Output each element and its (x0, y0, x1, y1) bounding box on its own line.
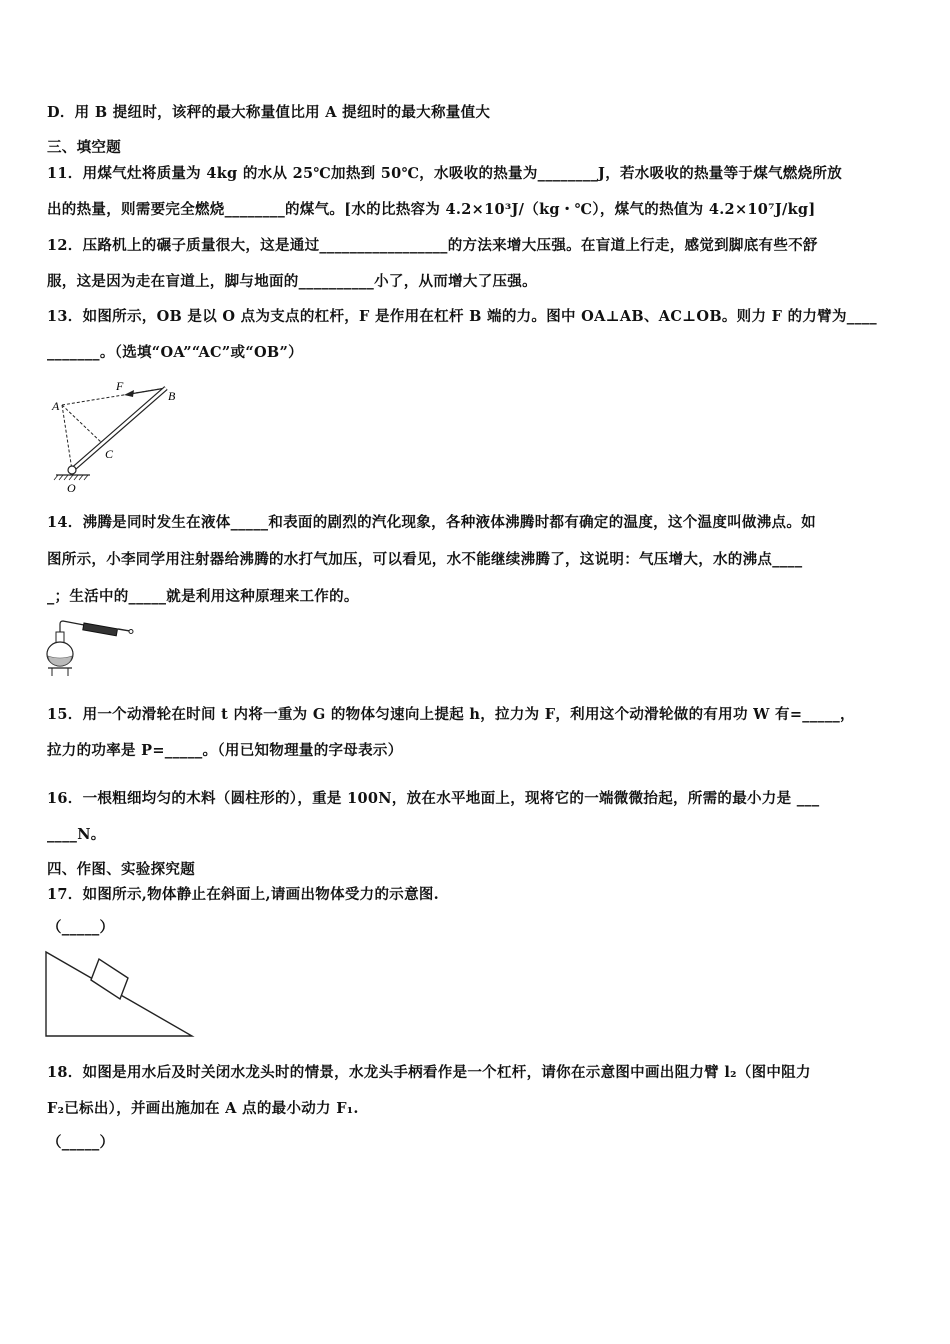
q17-answer-blank: （_____） (47, 919, 115, 936)
q17-line1: 17．如图所示,物体静止在斜面上,请画出物体受力的示意图. (47, 886, 440, 903)
label-b: B (168, 389, 176, 403)
q16-line1: 16．一根粗细均匀的木料（圆柱形的），重是 100N，放在水平地面上，现将它的一端微微抬起，所需的最小力是 ___ (47, 790, 820, 807)
q13-line1: 13．如图所示，OB 是以 O 点为支点的杠杆，F 是作用在杠杆 B 端的力。图中 OA⊥AB、AC⊥OB。则力 F 的力臂为____ (47, 308, 877, 325)
q18-line2: F₂已标出），并画出施加在 A 点的最小动力 F₁. (47, 1100, 359, 1117)
section-fill-in-heading: 三、填空题 (47, 139, 121, 156)
line-oa-dashed (62, 405, 72, 470)
line-d-option: D．用 B 提纽时，该秤的最大称量值比用 A 提纽时的最大称量值大 (47, 104, 491, 121)
q12-line1: 12．压路机上的碾子质量很大，这是通过_________________的方法来增大压强。在盲道上行走，感觉到脚底有些不舒 (47, 237, 818, 254)
label-c: C (105, 447, 114, 461)
boiling-syringe-figure (44, 618, 134, 678)
syringe-plunger (118, 629, 130, 631)
q11-line1: 11．用煤气灶将质量为 4kg 的水从 25℃加热到 50℃，水吸收的热量为________J，若水吸收的热量等于煤气燃烧所放 (47, 165, 843, 182)
force-arrow-head (124, 390, 134, 397)
q11-line2: 出的热量，则需要完全燃烧________的煤气。[水的比热容为 4.2×10³J/（kg・℃），煤气的热值为 4.2×10⁷J/kg] (47, 201, 816, 218)
lever-rod-inner (72, 388, 166, 470)
section-drawing-heading: 四、作图、实验探究题 (47, 861, 195, 878)
q15-line1: 15．用一个动滑轮在时间 t 内将一重为 G 的物体匀速向上提起 h，拉力为 F，利用这个动滑轮做的有用功 W 有=_____， (47, 706, 855, 723)
q15-line2: 拉力的功率是 P=_____。（用已知物理量的字母表示） (47, 742, 403, 759)
label-o: O (67, 481, 76, 495)
label-f: F (116, 379, 124, 393)
lever-figure (48, 378, 188, 498)
syringe-plunger-end (129, 630, 133, 634)
pivot-o (68, 466, 76, 474)
q18-line1: 18．如图是用水后及时关闭水龙头时的情景，水龙头手柄看作是一个杠杆，请你在示意图中画出阻力臂 l₂（图中阻力 (47, 1064, 811, 1081)
q13-line2: _______。（选填“OA”“AC”或“OB”） (47, 344, 303, 361)
q12-line2: 服，这是因为走在盲道上，脚与地面的__________小了，从而增大了压强。 (47, 273, 537, 290)
syringe-barrel (83, 623, 118, 636)
connector-tube (60, 621, 84, 632)
line-ac-dashed (62, 405, 103, 444)
label-a: A (52, 399, 60, 413)
incline-figure (44, 950, 196, 1040)
q14-line2: 图所示，小李同学用注射器给沸腾的水打气加压，可以看见，水不能继续沸腾了，这说明：气压增大，水的沸点____ (47, 551, 803, 568)
q18-answer-blank: （_____） (47, 1134, 115, 1151)
q14-line1: 14．沸腾是同时发生在液体_____和表面的剧烈的汽化现象，各种液体沸腾时都有确定的温度，这个温度叫做沸点。如 (47, 514, 816, 531)
q14-line3: _；生活中的_____就是利用这种原理来工作的。 (47, 588, 359, 605)
q16-line2: ____N。 (47, 826, 106, 843)
ground-hatch (54, 475, 88, 480)
